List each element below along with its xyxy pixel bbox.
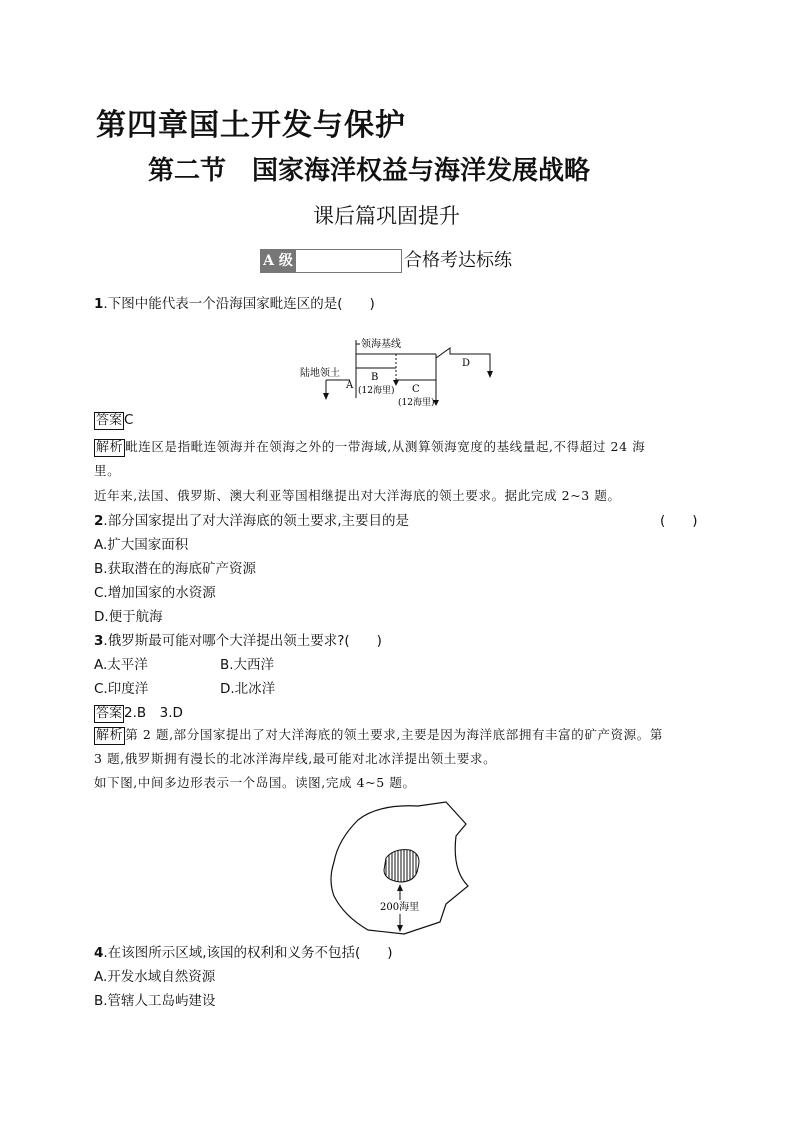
- q2-option-d: D.便于航海: [94, 609, 163, 625]
- analysis-1-line1: 解析 毗连区是指毗连领海并在领海之外的一带海域,从测算领海宽度的基线量起,不得超过 24 海: [96, 439, 646, 455]
- section-title: 第二节 国家海洋权益与海洋发展战略: [148, 156, 591, 186]
- level-box: [296, 249, 402, 273]
- analysis-2-3-line2: 3 题,俄罗斯拥有漫长的北冰洋海岸线,最可能对北冰洋提出领土要求。: [94, 751, 497, 766]
- answer-2-3: 答案 2.B 3.D: [96, 705, 183, 721]
- question-1: [94, 292, 375, 312]
- q3-option-c: C.印度洋: [94, 681, 149, 697]
- question-4: 4.在该图所示区域,该国的权利和义务不包括( ): [94, 945, 393, 961]
- point-b-label: B: [371, 372, 379, 383]
- level-banner: [260, 247, 512, 273]
- answer-value: C: [124, 412, 134, 428]
- q2-option-c: C.增加国家的水资源: [94, 585, 216, 601]
- q3-option-b: B.大西洋: [220, 657, 275, 673]
- q4-option-a: A.开发水域自然资源: [94, 969, 216, 985]
- analysis-tag: 解析: [96, 440, 124, 455]
- answer-1: [94, 412, 133, 430]
- d-arrow-icon: [487, 371, 493, 378]
- land-arrow-icon: [323, 393, 329, 400]
- q3-option-a: A.太平洋: [94, 657, 148, 673]
- b-distance-label: (12海里): [358, 386, 395, 396]
- point-d-label: D: [462, 358, 471, 369]
- up-arrow-icon: [397, 884, 403, 891]
- island-nation-map: [328, 800, 470, 938]
- q2-option-b: B.获取潜在的海底矿产资源: [94, 561, 257, 577]
- point-a-label: A: [346, 380, 354, 391]
- question-2: 2.部分国家提出了对大洋海底的领土要求,主要目的是: [94, 513, 409, 529]
- answer-tag: 答案: [96, 413, 123, 428]
- q3-option-d: D.北冰洋: [220, 681, 276, 697]
- analysis-2-3-line1: 解析 第 2 题,部分国家提出了对大洋海底的领土要求,主要是因为海洋底部拥有丰富的矿产资源。第: [96, 727, 663, 743]
- q4-option-b: B.管辖人工岛屿建设: [94, 993, 216, 1009]
- question-2-bracket: ( ): [660, 513, 698, 529]
- question-3: 3.俄罗斯最可能对哪个大洋提出领土要求?( ): [94, 633, 382, 649]
- passage-1: 近年来,法国、俄罗斯、澳大利亚等国相继提出对大洋海底的领土要求。据此完成 2~3 题。: [94, 488, 621, 503]
- question-text: .下图中能代表一个沿海国家毗连区的是( ): [103, 296, 375, 312]
- down-arrow-icon: [397, 925, 403, 932]
- analysis-1-line2: 里。: [94, 463, 121, 478]
- chapter-title: 第四章国土开发与保护: [96, 108, 406, 143]
- level-badge: A 级: [260, 249, 296, 273]
- land-label: 陆地领土: [300, 368, 340, 379]
- maritime-zones-diagram: [290, 330, 510, 410]
- page-subtitle: 课后篇巩固提升: [313, 204, 460, 228]
- passage-2: 如下图,中间多边形表示一个岛国。读图,完成 4~5 题。: [94, 775, 416, 790]
- q2-option-a: A.扩大国家面积: [94, 537, 189, 553]
- baseline-label: 领海基线: [361, 339, 401, 350]
- level-label: 合格考达标练: [404, 250, 512, 271]
- distance-label: 200海里: [380, 902, 420, 913]
- island-shape: [384, 850, 419, 882]
- c-distance-label: (12海里): [398, 398, 435, 408]
- question-number: 1: [94, 296, 104, 312]
- point-c-label: C: [412, 384, 420, 395]
